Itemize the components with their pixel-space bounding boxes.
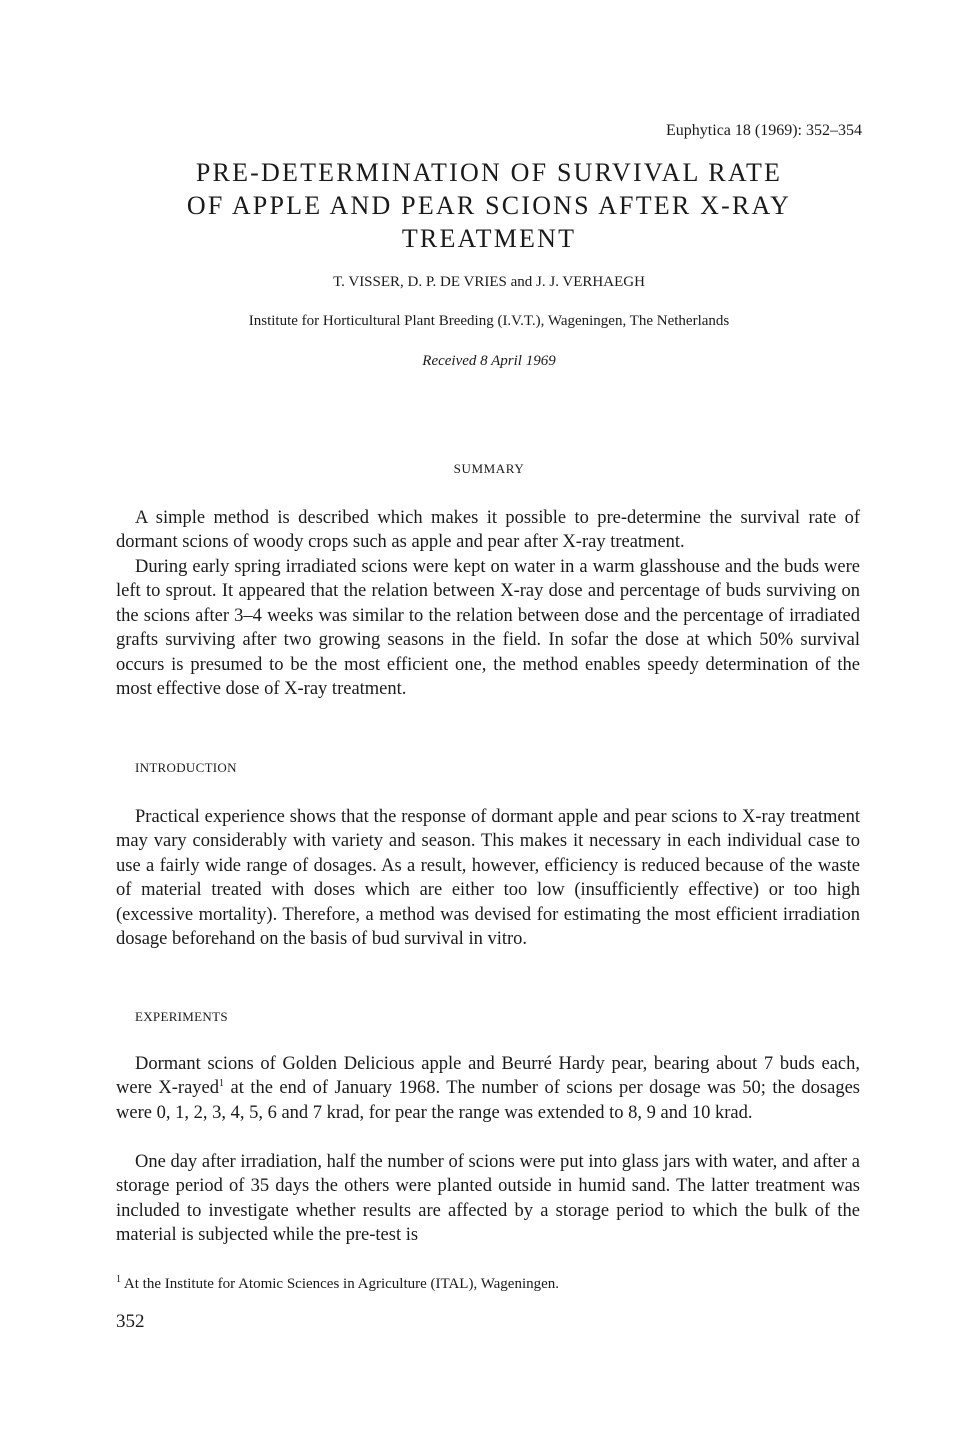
page-number: 352 (116, 1311, 145, 1332)
title-line: PRE-DETERMINATION OF SURVIVAL RATE (195, 158, 783, 187)
introduction-paragraph: Practical experience shows that the response of dormant apple and pear scions to X-ray treatment may vary considerably with variety and season. This makes it necessary in each individual case to use a fairly wide range of dosages. As a result, however, efficiency is reduced because of the waste of material treated with doses which are either too low (insufficiently effective) or too high (excessive mortality). Therefore, a method was devised for estimating the most efficient irradiation dosage beforehand on the basis of bud survival in vitro. (116, 807, 860, 950)
title-line: TREATMENT (401, 224, 577, 253)
experiments-paragraph: Dormant scions of Golden Delicious apple and Beurré Hardy pear, bearing about 7 buds each, were X-rayed$^1$ at the end of January 1968. The number of scions per dosage was 50; the dosages were 0, 1, 2, 3, 4, 5, 6 and 7 krad, for pear the range was extended to 8, 9 and 10 krad. (116, 1054, 860, 1123)
authors: T. VISSER, D. P. DE VRIES and J. J. VERHAEGH (333, 274, 645, 290)
paper-title (116, 156, 862, 255)
footnote-marker: 1 (219, 1078, 225, 1090)
footnote-number: 1 (116, 1274, 121, 1285)
footnote: $^1$ At the Institute for Atomic Sciences in Agriculture (ITAL), Wageningen. (116, 1274, 560, 1292)
title-line: OF APPLE AND PEAR SCIONS AFTER X-RAY (186, 191, 792, 220)
received-date: Received 8 April 1969 (422, 353, 556, 369)
summary-paragraph: During early spring irradiated scions were kept on water in a warm glasshouse and the buds were left to sprout. It appeared that the relation between X-ray dose and percentage of buds surviving on the scions after 3–4 weeks was similar to the relation between dose and the percentage of irradiated grafts surviving after two growing seasons in the field. In sofar the dose at which 50% survival occurs is presumed to be the most efficient one, the method enables speedy determination of the most effective dose of X-ray treatment. (116, 557, 860, 700)
experiments-heading: EXPERIMENTS (135, 1009, 228, 1024)
journal-reference: Euphytica 18 (1969): 352–354 (666, 122, 862, 139)
summary-paragraph: A simple method is described which makes it possible to pre-determine the survival rate of dormant scions of woody crops such as apple and pear after X-ray treatment. (116, 508, 860, 553)
introduction-heading: INTRODUCTION (135, 760, 237, 775)
affiliation: Institute for Horticultural Plant Breeding (I.V.T.), Wageningen, The Netherlands (248, 313, 730, 329)
experiments-paragraph: One day after irradiation, half the number of scions were put into glass jars with water, and after a storage period of 35 days the others were planted outside in humid sand. The latter treatment was included to investigate whether results are affected by a storage period to which the bulk of the material is subjected while the pre-test is (116, 1152, 860, 1246)
summary-heading: SUMMARY (453, 461, 525, 476)
